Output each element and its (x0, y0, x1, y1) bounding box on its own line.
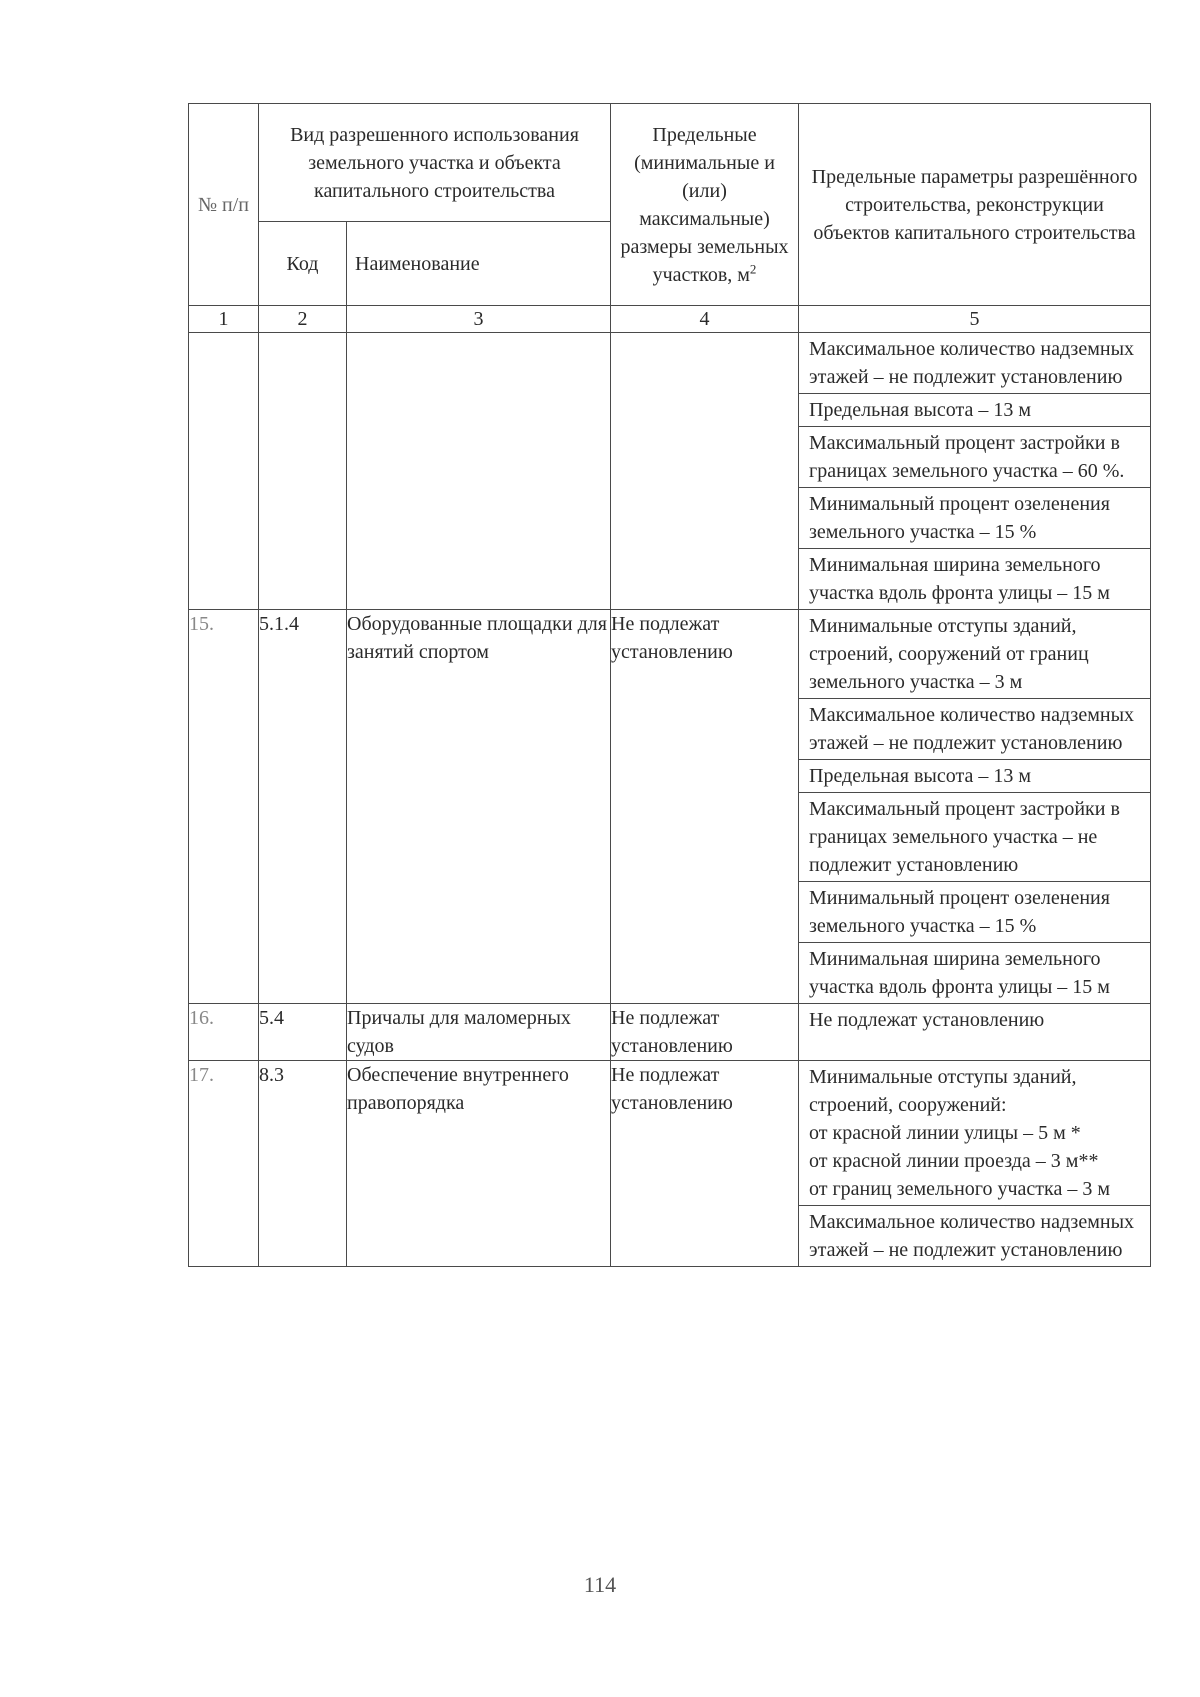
col-number-1: 1 (189, 306, 259, 333)
param-item: Минимальная ширина земельного участка вдоль фронта улицы – 15 м (799, 942, 1150, 1003)
col-number-4: 4 (611, 306, 799, 333)
header-razm-label: Предельные (минимальные и (или) максимальные) размеры земельных участков, м (620, 123, 789, 286)
table-row (189, 1061, 1151, 1267)
col-number-5: 5 (799, 306, 1151, 333)
table-row (189, 610, 1151, 1004)
param-item: Минимальный процент озеленения земельного участка – 15 % (799, 487, 1150, 548)
param-item: Не подлежат установлению (809, 1009, 1045, 1031)
param-item: Максимальное количество надземных этажей – не подлежит установлению (799, 698, 1150, 759)
param-item: Минимальная ширина земельного участка вдоль фронта улицы – 15 м (799, 548, 1150, 609)
row-num: 17. (189, 1061, 259, 1267)
param-item: Предельная высота – 13 м (799, 393, 1150, 426)
row-params (799, 610, 1151, 1004)
col-number-2: 2 (259, 306, 347, 333)
param-item: Максимальное количество надземных этажей – не подлежит установлению (809, 338, 1135, 388)
header-vid (259, 104, 611, 222)
row-code (259, 333, 347, 610)
header-kod (259, 222, 347, 306)
row-name: Обеспечение внутреннего правопорядка (347, 1061, 611, 1267)
header-razm-text (611, 117, 798, 293)
row-size: Не подлежат установлению (611, 1061, 799, 1267)
row-params (799, 1004, 1151, 1061)
header-naim (347, 222, 611, 306)
row-params (799, 333, 1151, 610)
row-num: 15. (189, 610, 259, 1004)
param-item: Минимальные отступы зданий, строений, сооружений от границ земельного участка – 3 м (809, 615, 1089, 693)
param-item: Максимальный процент застройки в границах земельного участка – не подлежит установлению (799, 792, 1150, 881)
row-num: 16. (189, 1004, 259, 1061)
header-kod-text: Код (286, 252, 319, 275)
param-item: Минимальный процент озеленения земельного участка – 15 % (799, 881, 1150, 942)
row-size: Не подлежат установлению (611, 610, 799, 1004)
row-size: Не подлежат установлению (611, 1004, 799, 1061)
row-code: 5.4 (259, 1004, 347, 1061)
page-number: 114 (583, 1572, 617, 1597)
zoning-parameters-table (188, 103, 1151, 1267)
header-vid-text: Вид разрешенного использования земельного участка и объекта капитального строительства (290, 123, 579, 202)
header-row-1 (189, 104, 1151, 222)
param-item (799, 1061, 1150, 1205)
header-naim-text: Наименование (355, 252, 480, 275)
row-num (189, 333, 259, 610)
header-param (799, 104, 1151, 306)
table-row (189, 1004, 1151, 1061)
row-code: 8.3 (259, 1061, 347, 1267)
param-item: Максимальное количество надземных этажей – не подлежит установлению (799, 1205, 1150, 1266)
header-param-text: Предельные параметры разрешённого строительства, реконструкции объектов капитального строительства (811, 165, 1138, 244)
table-row (189, 333, 1151, 610)
column-number-row (189, 306, 1151, 333)
header-razm-sup: 2 (749, 260, 757, 276)
header-num-text: № п/п (197, 193, 250, 216)
header-num (189, 104, 259, 306)
col-number-3: 3 (347, 306, 611, 333)
header-razm (611, 104, 799, 306)
param-line: Минимальные отступы зданий, строений, сооружений: (809, 1066, 1077, 1116)
param-item: Предельная высота – 13 м (799, 759, 1150, 792)
row-code: 5.1.4 (259, 610, 347, 1004)
param-line: от границ земельного участка – 3 м (809, 1178, 1110, 1200)
row-name (347, 333, 611, 610)
param-line: от красной линии улицы – 5 м * (809, 1122, 1081, 1144)
row-name: Оборудованные площадки для занятий спортом (347, 610, 611, 1004)
row-params (799, 1061, 1151, 1267)
param-item: Максимальный процент застройки в границах земельного участка – 60 %. (799, 426, 1150, 487)
param-line: от красной линии проезда – 3 м** (809, 1150, 1099, 1172)
row-size (611, 333, 799, 610)
row-name: Причалы для маломерных судов (347, 1004, 611, 1061)
